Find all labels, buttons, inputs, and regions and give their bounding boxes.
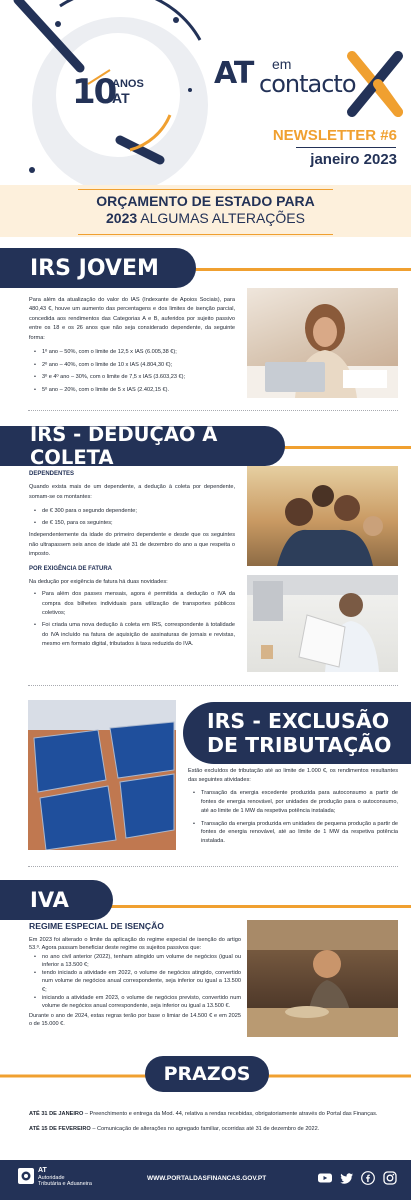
photo-illustration [247, 920, 398, 1037]
section-heading-exclusao [183, 702, 411, 764]
facebook-icon[interactable] [361, 1171, 375, 1185]
anniversary-number: 10 [72, 72, 116, 112]
youtube-icon[interactable] [318, 1171, 332, 1185]
prazo-item [29, 1125, 399, 1134]
list-item: • Transação da energia excedente produzida para autoconsumo a partir de fontes de energia renovável, por unidades de produção para o autoconsumo, até ao limite de 1 MW da respetiva potência instalada; [188, 789, 398, 816]
header-divider [296, 147, 396, 148]
footer [0, 1160, 411, 1200]
list-item: • Foi criada uma nova dedução à coleta em IRS, correspondente à totalidade do IVA incluído na fatura de aquisição de assinaturas de jornais e revistas, mesmo em formato digital, tributados à taxa reduzida do IVA. [29, 621, 235, 649]
anniversary-at: AT [112, 90, 130, 106]
prazo-date: ATÉ 31 DE JANEIRO [29, 1111, 84, 1117]
exclusao-heading-line-1: IRS - EXCLUSÃO [207, 709, 390, 733]
org-line-2: Tributária e Aduaneira [38, 1181, 92, 1187]
irs-jovem-list [29, 346, 235, 396]
org-at: AT [38, 1167, 47, 1174]
title-line-1: ORÇAMENTO DE ESTADO PARA [96, 193, 315, 209]
list-item: • 2º ano – 40%, com o limite de 10 x IAS (4.804,30 €); [29, 359, 235, 372]
title-rule-bottom [78, 234, 333, 235]
list-item: • tendo iniciado a atividade em 2022, o volume de negócios atingido, convertido num volume de negócios anual correspondente, seja inferior ou igual a 13.500 €; [29, 969, 241, 993]
irs-jovem-intro: Para além da atualização do valor do IAS (Indexante de Apoios Sociais), para 480,43 €, houve um aumento das percentagens e dos limites de isenção parcial, concedida aos rendimentos das Categorias A e B, auferidos por sujeito passivo entre os 18 e os 26 anos que não seja considerado dependente, da seguinte forma: [29, 297, 235, 341]
deducao-p2: Independentemente da idade do primeiro dependente e desde que os seguintes não ultrapassem seis anos de idade até 31 de dezembro do ano a que respeita o imposto. [29, 532, 235, 558]
newsletter-number: NEWSLETTER #6 [272, 127, 397, 144]
photo-woman-laptop [247, 288, 398, 398]
deducao-list-2 [29, 590, 235, 649]
title-rest: ALGUMAS ALTERAÇÕES [137, 210, 305, 226]
brand-at: AT [214, 56, 254, 91]
section-heading-deducao: IRS - DEDUÇÃO À COLETA [0, 426, 285, 466]
section-heading-prazos: PRAZOS [145, 1056, 269, 1092]
photo-artisan-workshop [247, 920, 398, 1037]
prazo-text: – Comunicação de alterações no agregado familiar, ocorridas até 31 de dezembro de 2022. [90, 1125, 320, 1132]
page-title [78, 193, 333, 229]
list-item: • Transação da energia produzida em unidades de pequena produção a partir de fontes de energia renovável, até ao limite de 1 MW da respetiva potência instalada. [188, 820, 398, 847]
iva-text [29, 920, 241, 1028]
exclusao-list [188, 789, 398, 846]
list-item: • Para além dos passes mensais, agora é permitida a dedução o IVA da compra dos bilhetes individuais para utilização de transportes públicos coletivos; [29, 590, 235, 618]
section-heading-iva: IVA [0, 880, 113, 920]
photo-illustration [247, 466, 398, 566]
prazo-item [29, 1110, 399, 1119]
prazos-list [29, 1110, 399, 1133]
list-item: • no ano civil anterior (2022), tenham atingido um volume de negócios (igual ou inferior a 13.500 €; [29, 953, 241, 969]
anniversary-anos: ANOS [112, 78, 144, 90]
list-item: • iniciando a atividade em 2023, o volume de negócios previsto, convertido num volume de negócios anual correspondente, seja inferior ou igual a 13.500 €. [29, 994, 241, 1010]
list-item: • de € 150, para os seguintes; [29, 517, 235, 529]
photo-illustration [28, 700, 176, 850]
exclusao-text [188, 767, 398, 846]
deducao-p3: Na dedução por exigência de fatura há duas novidades: [29, 578, 168, 585]
prazo-text: – Preenchimento e entrega da Mod. 44, relativa a rendas recebidas, obrigatoriamente através do Portal das Finanças. [83, 1111, 378, 1117]
iva-outro: Durante o ano de 2024, estas regras terão por base o limiar de 14.500 € e em 2025 o de 15.000 €. [29, 1012, 241, 1027]
iva-subheading: REGIME ESPECIAL DE ISENÇÃO [29, 921, 164, 931]
irs-jovem-text [29, 296, 235, 396]
twitter-icon[interactable] [340, 1171, 354, 1185]
list-item: • 3º e 4º ano – 30%, com o limite de 7,5 x IAS (3.603,23 €); [29, 371, 235, 384]
iva-intro: Em 2023 foi alterado o limite da aplicação do regime especial de isenção do artigo 53.º. Agora passam beneficiar deste regime os sujeitos passivos que: [29, 937, 241, 952]
exclusao-intro: Estão excluídos de tributação até ao limite de 1.000 €, os rendimentos resultantes das seguintes atividades: [188, 768, 398, 783]
deducao-p1: Quando exista mais de um dependente, a dedução à coleta por dependente, somam-se os montantes: [29, 484, 235, 500]
newsletter-header [0, 0, 411, 185]
org-line-1: Autoridade [38, 1174, 65, 1181]
portugal-shield-icon [18, 1168, 34, 1184]
prazo-date: ATÉ 15 DE FEVEREIRO [29, 1125, 91, 1132]
exclusao-heading-line-2: DE TRIBUTAÇÃO [207, 733, 392, 757]
section-divider [28, 685, 398, 686]
iva-list [29, 953, 241, 1010]
portal-link[interactable]: WWW.PORTALDASFINANCAS.GOV.PT [147, 1175, 267, 1182]
title-year: 2023 [106, 210, 138, 226]
list-item: • 1º ano – 50%, com o limite de 12,5 x IAS (6.005,38 €); [29, 346, 235, 359]
at-em-contacto-logo [214, 56, 404, 116]
section-heading-irs-jovem: IRS JOVEM [0, 248, 196, 288]
brand-contacto: contacto [259, 70, 356, 98]
photo-illustration [247, 575, 398, 672]
deducao-subheading-dependentes: DEPENDENTES [29, 471, 75, 477]
section-divider [28, 410, 398, 411]
section-divider [28, 866, 398, 867]
brand-em: em [272, 56, 292, 72]
ten-years-logo [72, 70, 162, 120]
instagram-icon[interactable] [383, 1171, 397, 1185]
newsletter-date: janeiro 2023 [310, 151, 397, 168]
title-line-2 [78, 210, 333, 227]
list-item: • 5º ano – 20%, com o limite de 5 x IAS (2.402,15 €). [29, 384, 235, 397]
organization-name [38, 1168, 92, 1188]
photo-illustration [247, 288, 398, 398]
photo-man-reading-newspaper [247, 575, 398, 672]
photo-solar-panels [28, 700, 176, 850]
title-rule-top [78, 189, 333, 190]
deducao-list-1 [29, 505, 235, 529]
deducao-subheading-fatura: POR EXIGÊNCIA DE FATURA [29, 566, 113, 573]
deducao-text [29, 470, 235, 650]
list-item: • de € 300 para o segundo dependente; [29, 505, 235, 517]
photo-family-outdoors [247, 466, 398, 566]
